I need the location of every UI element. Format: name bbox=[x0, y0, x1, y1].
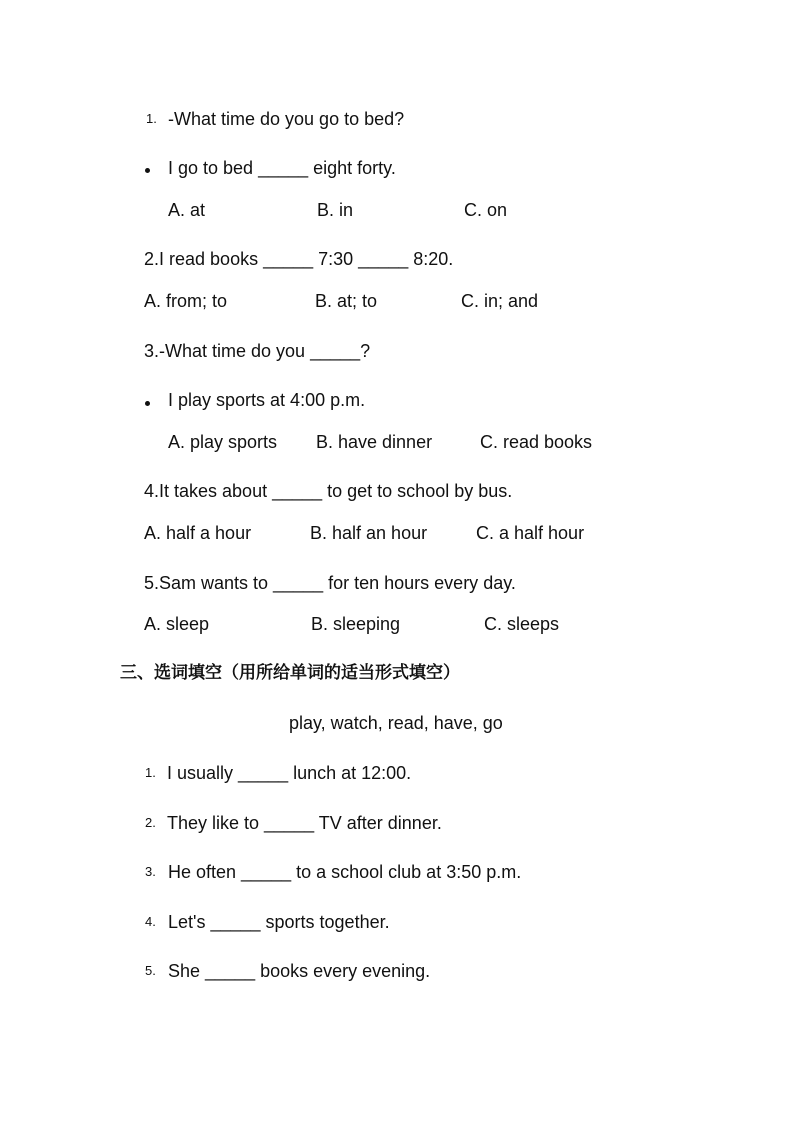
option-a: A. half a hour bbox=[144, 523, 252, 543]
question-3-text: 3.-What time do you _____? bbox=[144, 341, 371, 361]
bullet-icon bbox=[145, 168, 150, 173]
option-a: A. play sports bbox=[168, 432, 278, 452]
option-c: C. a half hour bbox=[476, 523, 585, 543]
option-c: C. on bbox=[464, 200, 508, 220]
option-a: A. at bbox=[168, 200, 206, 220]
fill-item-number: 4. bbox=[145, 914, 156, 929]
fill-item-text: Let's _____ sports together. bbox=[168, 912, 390, 932]
option-c: C. in; and bbox=[461, 291, 539, 311]
question-3-answer-line: I play sports at 4:00 p.m. bbox=[168, 390, 366, 410]
question-1-text: -What time do you go to bed? bbox=[168, 109, 405, 129]
fill-item-number: 1. bbox=[145, 765, 156, 780]
question-1-number: 1. bbox=[146, 111, 157, 126]
question-5-text: 5.Sam wants to _____ for ten hours every day. bbox=[144, 573, 516, 593]
bullet-icon bbox=[145, 401, 150, 406]
option-c: C. read books bbox=[480, 432, 593, 452]
fill-item-text: I usually _____ lunch at 12:00. bbox=[167, 763, 412, 783]
fill-item-text: She _____ books every evening. bbox=[168, 961, 431, 981]
fill-item-number: 5. bbox=[145, 963, 156, 978]
option-b: B. at; to bbox=[315, 291, 378, 311]
option-a: A. from; to bbox=[144, 291, 228, 311]
option-b: B. sleeping bbox=[311, 614, 401, 634]
question-4-text: 4.It takes about _____ to get to school by bus. bbox=[144, 481, 513, 501]
fill-item-number: 2. bbox=[145, 815, 156, 830]
option-b: B. have dinner bbox=[316, 432, 433, 452]
fill-item-text: They like to _____ TV after dinner. bbox=[167, 813, 442, 833]
option-b: B. half an hour bbox=[310, 523, 428, 543]
word-bank: play, watch, read, have, go bbox=[289, 713, 503, 733]
section-3-title: 三、选词填空（用所给单词的适当形式填空） bbox=[120, 663, 460, 683]
fill-item-number: 3. bbox=[145, 864, 156, 879]
option-b: B. in bbox=[317, 200, 354, 220]
question-1-answer-line: I go to bed _____ eight forty. bbox=[168, 158, 396, 178]
question-2-text: 2.I read books _____ 7:30 _____ 8:20. bbox=[144, 249, 454, 269]
fill-item-text: He often _____ to a school club at 3:50 p.m. bbox=[168, 862, 522, 882]
option-a: A. sleep bbox=[144, 614, 210, 634]
option-c: C. sleeps bbox=[484, 614, 560, 634]
